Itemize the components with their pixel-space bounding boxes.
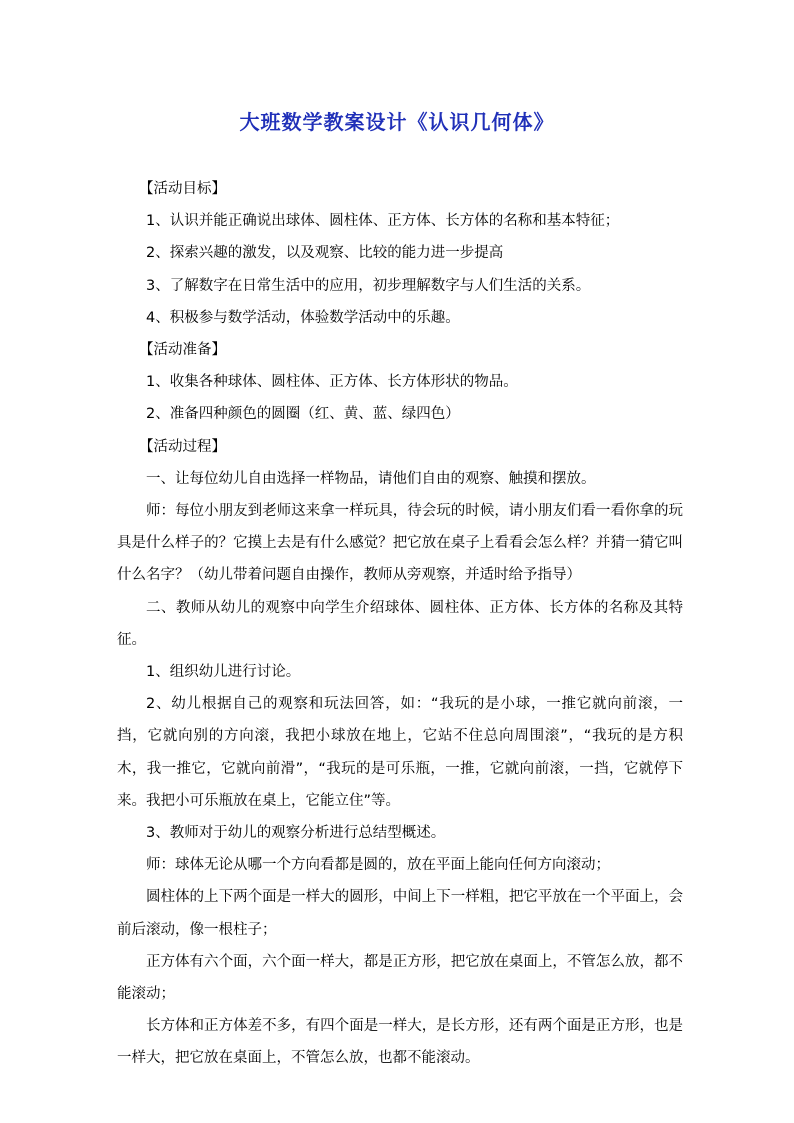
paragraph: 圆柱体的上下两个面是一样大的圆形，中间上下一样粗，把它平放在一个平面上，会前后滚动，像一根柱子； (117, 889, 683, 938)
section-heading-process: 【活动过程】 (139, 438, 226, 455)
paragraph: 师：球体无论从哪一个方向看都是圆的，放在平面上能向任何方向滚动； (146, 857, 610, 874)
paragraph: 2、探索兴趣的激发，以及观察、比较的能力进一步提高 (146, 245, 504, 262)
paragraph: 长方体和正方体差不多，有四个面是一样大，是长方形，还有两个面是正方形，也是一样大，把它放在桌面上，不管怎么放，也都不能滚动。 (117, 1018, 683, 1067)
document-title: 大班数学教案设计《认识几何体》 (239, 110, 555, 134)
paragraph: 师：每位小朋友到老师这来拿一样玩具，待会玩的时候，请小朋友们看一看你拿的玩具是什么样子的？它摸上去是有什么感觉？把它放在桌子上看看会怎么样？并猜一猜它叫什么名字？（幼儿带着问题自由操作，教师从旁观察，并适时给予指导） (117, 503, 683, 584)
paragraph: 1、认识并能正确说出球体、圆柱体、正方体、长方体的名称和基本特征； (146, 213, 620, 230)
paragraph: 4、积极参与数学活动，体验数学活动中的乐趣。 (146, 309, 460, 326)
document-body (117, 173, 683, 1075)
paragraph: 3、了解数字在日常生活中的应用，初步理解数字与人们生活的关系。 (146, 277, 591, 294)
section-heading-goals: 【活动目标】 (139, 181, 226, 197)
paragraph: 3、教师对于幼儿的观察分析进行总结型概述。 (146, 825, 446, 842)
paragraph: 二、教师从幼儿的观察中向学生介绍球体、圆柱体、正方体、长方体的名称及其特征。 (117, 599, 683, 648)
section-heading-preparation: 【活动准备】 (139, 342, 226, 359)
paragraph: 2、幼儿根据自己的观察和玩法回答，如：“我玩的是小球，一推它就向前滚，一挡，它就向别的方向滚，我把小球放在地上，它站不住总向周围滚”，“我玩的是方积木，我一推它，它就向前滑”，“我玩的是可乐瓶，一推，它就向前滚，一挡，它就停下来。我把小可乐瓶放在桌上，它能立住”等。 (117, 696, 683, 809)
paragraph: 正方体有六个面，六个面一样大，都是正方形，把它放在桌面上，不管怎么放，都不能滚动； (117, 953, 683, 1003)
paragraph: 2、准备四种颜色的圆圈（红、黄、蓝、绿四色） (146, 406, 460, 423)
paragraph: 1、收集各种球体、圆柱体、正方体、长方体形状的物品。 (146, 374, 518, 391)
paragraph: 1、组织幼儿进行讨论。 (146, 664, 301, 681)
paragraph: 一、让每位幼儿自由选择一样物品，请他们自由的观察、触摸和摆放。 (146, 470, 596, 487)
